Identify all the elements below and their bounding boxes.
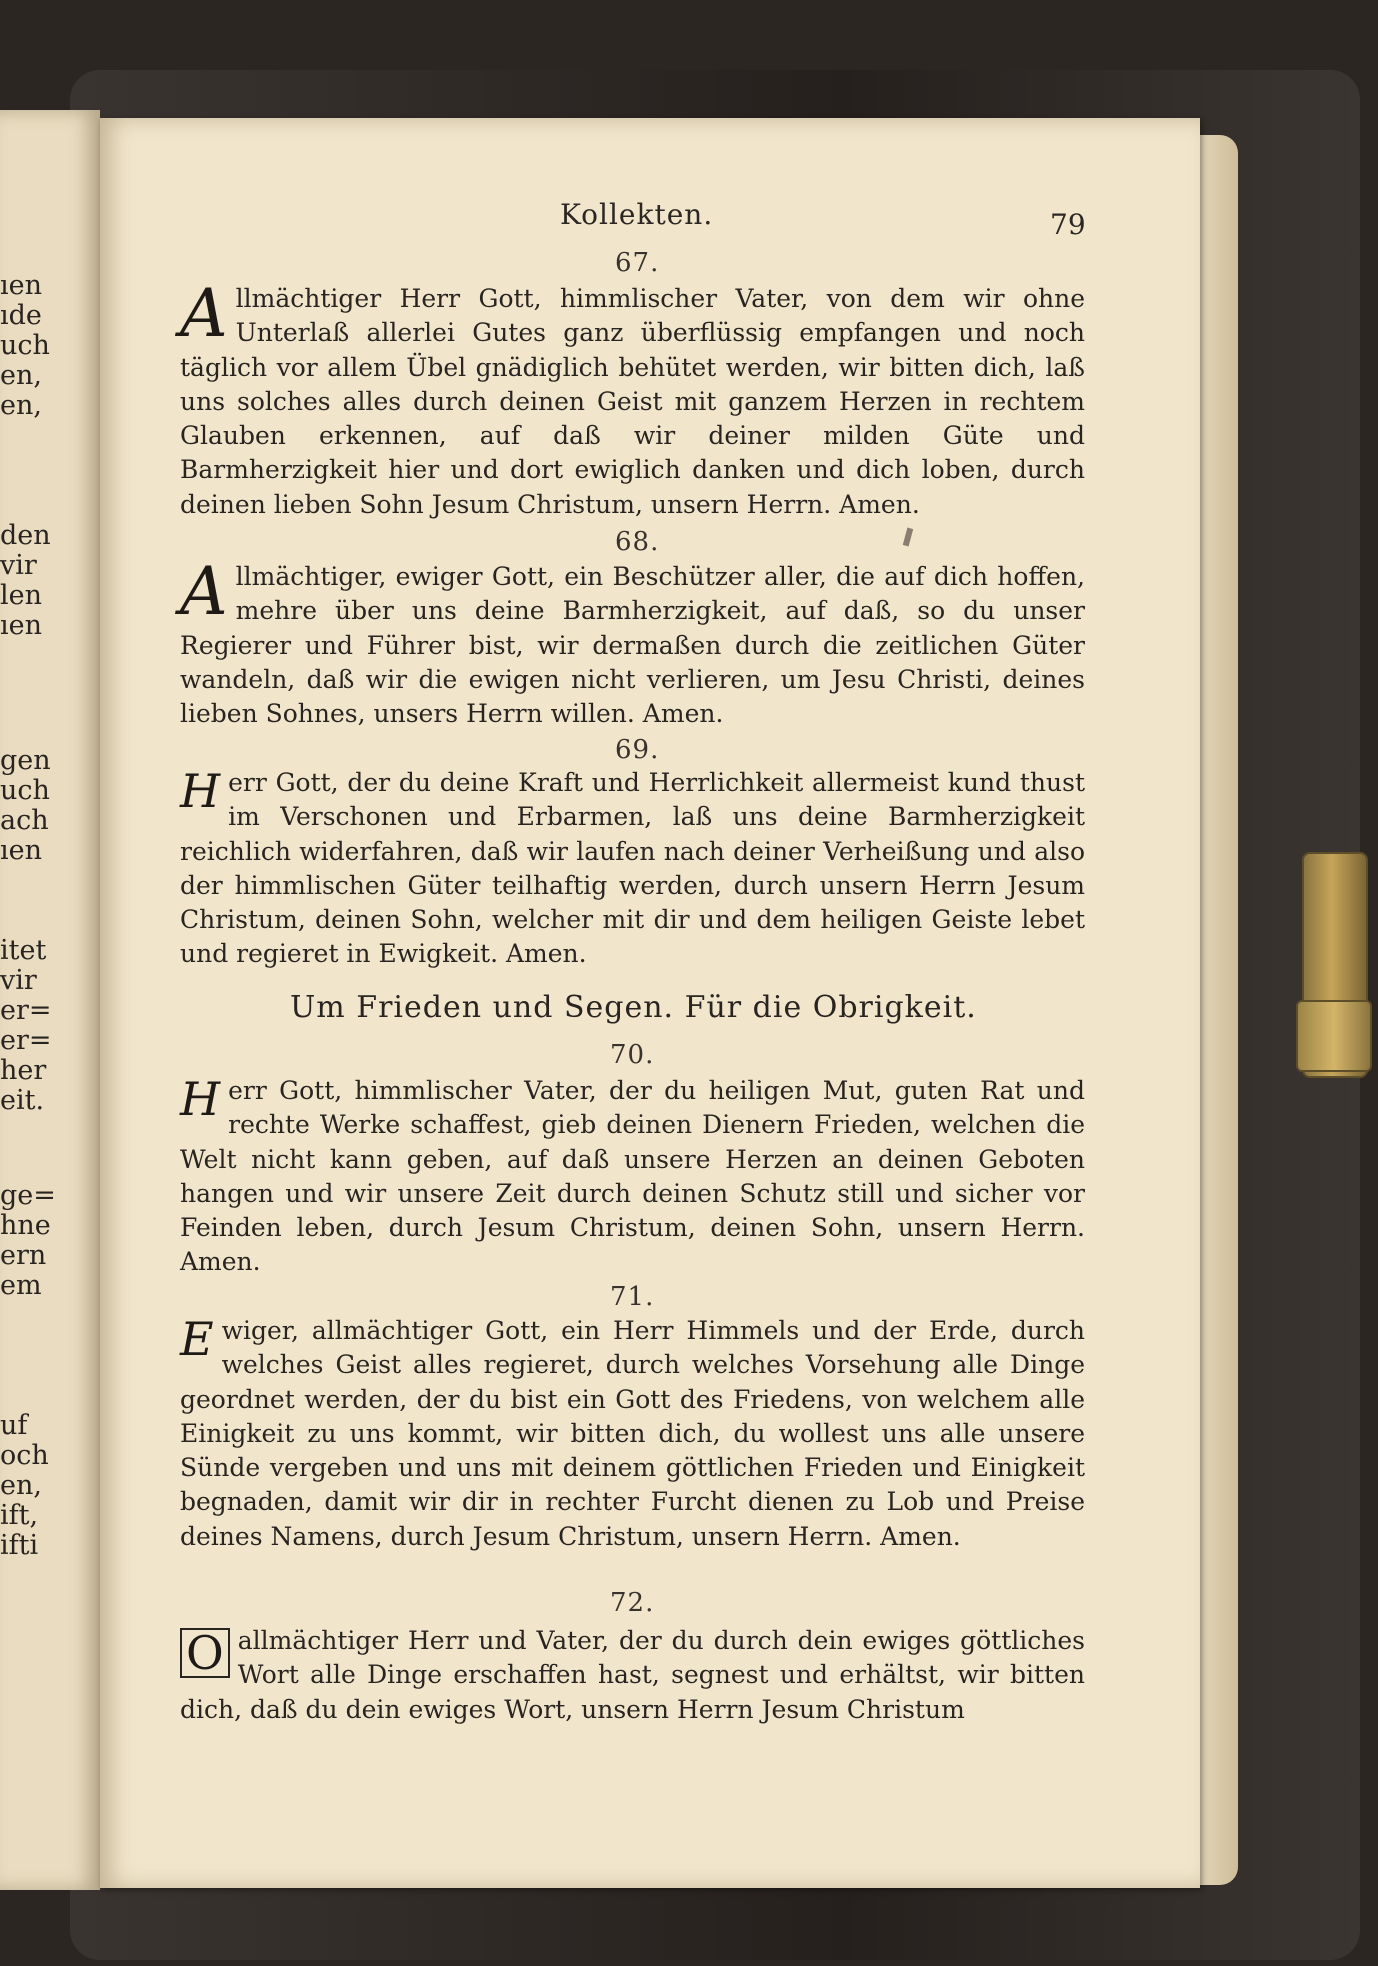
prayer-body: llmächtiger Herr Gott, himmlischer Vater, von dem wir ohne Unterlaß allerlei Gutes ganz überflüssig empfangen und noch täglich vor allem Übel gnädiglich behütet werden, wir bitten dich, laß uns solches alles durch deinen Geist mit ganzem Herzen in rechtem Glauben erkennen, auf daß wir deiner milden Güte und Barmherzigkeit hier und dort ewiglich danken und dich loben, durch deinen lieben Sohn Jesum Christum, unsern Herrn. Amen. [180, 284, 1085, 519]
prayer-number: 70. [610, 1040, 655, 1070]
left-page-fragment: ern [0, 1240, 47, 1271]
prayer-number: 67. [615, 248, 660, 278]
prayer-text [180, 275, 1085, 522]
prayer-number: 71. [610, 1282, 655, 1312]
drop-cap: A [180, 275, 228, 352]
left-page-fragment: gen [0, 745, 51, 776]
left-page-fragment: ıen [0, 610, 43, 641]
left-page-fragment: itet [0, 935, 47, 966]
prayer-number: 72. [610, 1588, 655, 1618]
prayer-number: 68. [615, 527, 660, 557]
prayer-text [180, 1624, 1085, 1727]
left-page-fragment: uf [0, 1410, 28, 1441]
page-number: 79 [1050, 208, 1086, 241]
left-page-fragment: uch [0, 330, 50, 361]
drop-cap: A [180, 553, 228, 630]
left-page-fragment: len [0, 580, 43, 611]
left-page-fragment: vir [0, 965, 37, 996]
left-page-fragment: em [0, 1270, 42, 1301]
prayer-body: wiger, allmächtiger Gott, ein Herr Himmels und der Erde, durch welches Geist alles regieret, durch welches Vorsehung alle Dinge geordnet werden, der du bist ein Gott des Friedens, von welchem alle Einigkeit zu uns kommt, wir bitten dich, du wollest uns alle unsere Sünde vergeben und uns mit deinem göttlichen Frieden und Einigkeit begnaden, damit wir dir in rechter Furcht dienen zu Lob und Preise deines Namens, durch Jesum Christum, unsern Herrn. Amen. [180, 1316, 1085, 1551]
left-page-fragment: ge= [0, 1180, 56, 1211]
left-page-fragment: en, [0, 390, 42, 421]
prayer-text [180, 553, 1085, 731]
prayer-body: err Gott, der du deine Kraft und Herrlichkeit allermeist kund thust im Verschonen und Erbarmen, laß uns deine Barmherzigkeit reichlich widerfahren, daß wir laufen nach deiner Verheißung und also der himmlischen Güter teilhaftig werden, durch unsern Herrn Jesum Christum, deinen Sohn, welcher mit dir und dem heiligen Geiste lebet und regieret in Ewigkeit. Amen. [180, 768, 1085, 969]
left-page-fragment: er= [0, 1025, 52, 1056]
left-page-edge [0, 110, 100, 1890]
prayer-body: allmächtiger Herr und Vater, der du durch dein ewiges göttliches Wort alle Dinge erschaffen hast, segnest und erhältst, wir bitten dich, daß du dein ewiges Wort, unsern Herrn Jesum Christum [180, 1626, 1085, 1724]
left-page-fragment: ıen [0, 270, 43, 301]
prayer-body: err Gott, himmlischer Vater, der du heiligen Mut, guten Rat und rechte Werke schaffest, gieb deinen Dienern Frieden, welchen die Welt nicht kann geben, auf daß unsere Herzen an deinen Geboten hangen und wir unsere Zeit durch deinen Schutz still und sicher vor Feinden leben, durch Jesum Christum, deinen Sohn, unsern Herrn. Amen. [180, 1076, 1085, 1277]
left-page-fragment: her [0, 1055, 47, 1086]
left-page-fragment: en, [0, 360, 42, 391]
left-page-fragment: en, [0, 1470, 42, 1501]
drop-cap: O [180, 1628, 230, 1678]
left-page-fragment: eit. [0, 1085, 45, 1116]
running-header: Kollekten. [560, 198, 714, 231]
drop-cap: H [180, 1072, 221, 1126]
left-page-fragment: ift, [0, 1500, 39, 1531]
left-page-fragment: ıen [0, 835, 43, 866]
section-heading: Um Frieden und Segen. Für die Obrigkeit. [290, 990, 977, 1025]
left-page-fragment: ach [0, 805, 49, 836]
drop-cap: H [180, 764, 221, 818]
prayer-body: llmächtiger, ewiger Gott, ein Beschützer aller, die auf dich hoffen, mehre über uns deine Barmherzigkeit, auf daß, so du unser Regierer und Führer bist, wir dermaßen durch die zeitlichen Güter wandeln, daß wir die ewigen nicht verlieren, um Jesu Christi, deines lieben Sohnes, unsers Herrn willen. Amen. [180, 562, 1085, 729]
left-page-fragment: ıde [0, 300, 42, 331]
left-page-fragment: er= [0, 995, 52, 1026]
left-page-fragment: vir [0, 550, 37, 581]
page-stack-edge [1198, 135, 1238, 1885]
left-page-fragment: ifti [0, 1530, 39, 1561]
clasp-plate [1296, 1000, 1372, 1072]
left-page-fragment: uch [0, 775, 50, 806]
left-page-fragment: och [0, 1440, 49, 1471]
prayer-text [180, 766, 1085, 972]
prayer-number: 69. [615, 735, 660, 765]
prayer-text [180, 1314, 1085, 1554]
left-page-fragment: hne [0, 1210, 51, 1241]
prayer-text [180, 1074, 1085, 1280]
drop-cap: E [180, 1312, 214, 1366]
left-page-fragment: den [0, 520, 51, 551]
